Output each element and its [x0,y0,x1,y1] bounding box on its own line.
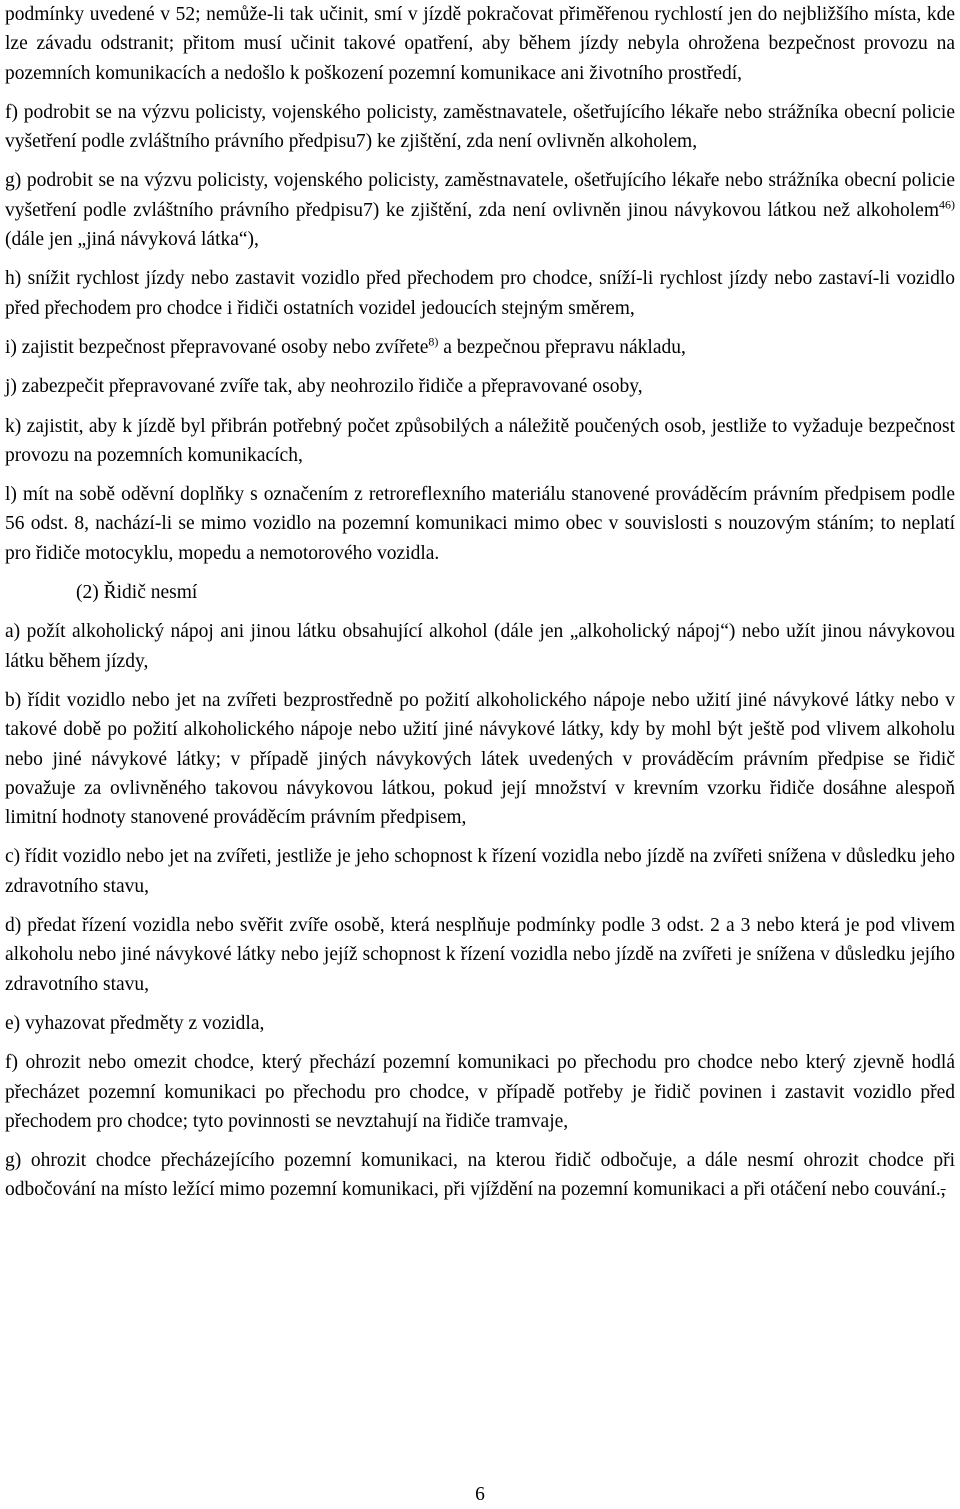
document-page [5,0,955,1215]
footnote-ref-8: 8) [428,334,439,349]
paragraph-b: b) řídit vozidlo nebo jet na zvířeti bezprostředně po požití alkoholického nápoje nebo užití jiné návykové látky nebo v takové době po požití alkoholického nápoje nebo užití jiné návykové látky, kdy by mohl být ještě pod vlivem alkoholu nebo jiné návykové látky; v případě jiných návykových látek uvedených v prováděcím právním předpise se řidič považuje za ovlivněného takovou návykovou látkou, pokud její množství v krevním vzorku řidiče dosáhne alespoň limitní hodnoty stanovené prováděcím právním předpisem, [5,689,955,829]
paragraph-g-text-end: (dále jen „jiná návyková látka“), [5,229,259,251]
paragraph-g-text: g) podrobit se na výzvu policisty, vojenského policisty, zaměstnavatele, ošetřujícího lékaře nebo strážníka obecní policie vyšetření podle zvláštního právního předpisu7) ke zjištění, zda není ovlivněn jinou návykovou látkou než alkoholem [5,170,955,221]
paragraph-f2: f) ohrozit nebo omezit chodce, který přechází pozemní komunikaci po přechodu pro chodce nebo který zjevně hodlá přecházet pozemní komunikaci po přechodu pro chodce, v případě potřeby je řidič povinen i zastavit vozidlo před přechodem pro chodce; tyto povinnosti se nevztahují na řidiče tramvaje, [5,1052,955,1132]
paragraph-g2-text: g) ohrozit chodce přecházejícího pozemní komunikaci, na kterou řidič odbočuje, a dále nesmí ohrozit chodce při odbočování na místo ležící mimo pozemní komunikaci, při vjíždění na pozemní komunikaci a při otáčení nebo couvání. [5,1150,955,1201]
paragraph-a: a) požít alkoholický nápoj ani jinou látku obsahující alkohol (dále jen „alkoholický nápoj“) nebo užít jinou návykovou látku během jízdy, [5,621,955,672]
paragraph-g2 [5,1146,955,1205]
paragraph-j: j) zabezpečit přepravované zvíře tak, aby neohrozilo řidiče a přepravované osoby, [5,376,643,398]
struck-comma: , [940,1179,946,1201]
paragraph-e: e) vyhazovat předměty z vozidla, [5,1012,265,1034]
paragraph-i-text-end: a bezpečnou přepravu nákladu, [438,336,686,358]
footnote-ref-46: 46) [939,197,955,212]
paragraph-f: f) podrobit se na výzvu policisty, vojenského policisty, zaměstnavatele, ošetřujícího lékaře nebo strážníka obecní policie vyšetření podle zvláštního právního předpisu7) ke zjištění, zda není ovlivněn alkoholem, [5,101,955,153]
page-number: 6 [475,1484,485,1505]
paragraph-i-text: i) zajistit bezpečnost přepravované osoby nebo zvířete [5,336,429,358]
paragraph-l: l) mít na sobě oděvní doplňky s označením z retroreflexního materiálu stanovené prováděcím právním předpisem podle 56 odst. 8, nachází-li se mimo vozidlo na pozemní komunikaci mimo obec v souvislosti s nouzovým stáním; to neplatí pro řidiče motocyklu, mopedu a nemotorového vozidla. [5,484,955,564]
paragraph-h: h) snížit rychlost jízdy nebo zastavit vozidlo před přechodem pro chodce, sníží-li rychlost jízdy nebo zastaví-li vozidlo před přechodem pro chodce i řidiči ostatních vozidel jedoucích stejným směrem, [5,268,955,319]
section-heading-2: (2) Řidič nesmí [76,582,198,604]
paragraph-intro: podmínky uvedené v 52; nemůže-li tak učinit, smí v jízdě pokračovat přiměřenou rychlostí jen do nejbližšího místa, kde lze závadu odstranit; přitom musí učinit takové opatření, aby během jízdy nebyla ohrožena bezpečnost provozu na pozemních komunikacích a nedošlo k poškození pozemní komunikace ani životního prostředí, [5,4,955,84]
paragraph-k: k) zajistit, aby k jízdě byl přibrán potřebný počet způsobilých a náležitě poučených osob, jestliže to vyžaduje bezpečnost provozu na pozemních komunikacích, [5,415,955,466]
paragraph-i [5,333,955,362]
paragraph-c: c) řídit vozidlo nebo jet na zvířeti, jestliže je jeho schopnost k řízení vozidla nebo jízdě na zvířeti snížena v důsledku jeho zdravotního stavu, [5,846,955,897]
paragraph-g [5,166,955,254]
paragraph-d: d) předat řízení vozidla nebo svěřit zvíře osobě, která nesplňuje podmínky podle 3 odst. 2 a 3 nebo která je pod vlivem alkoholu nebo jiné návykové látky nebo jejíž schopnost k řízení vozidla nebo jízdě na zvířeti je snížena v důsledku jejího zdravotního stavu, [5,915,955,995]
